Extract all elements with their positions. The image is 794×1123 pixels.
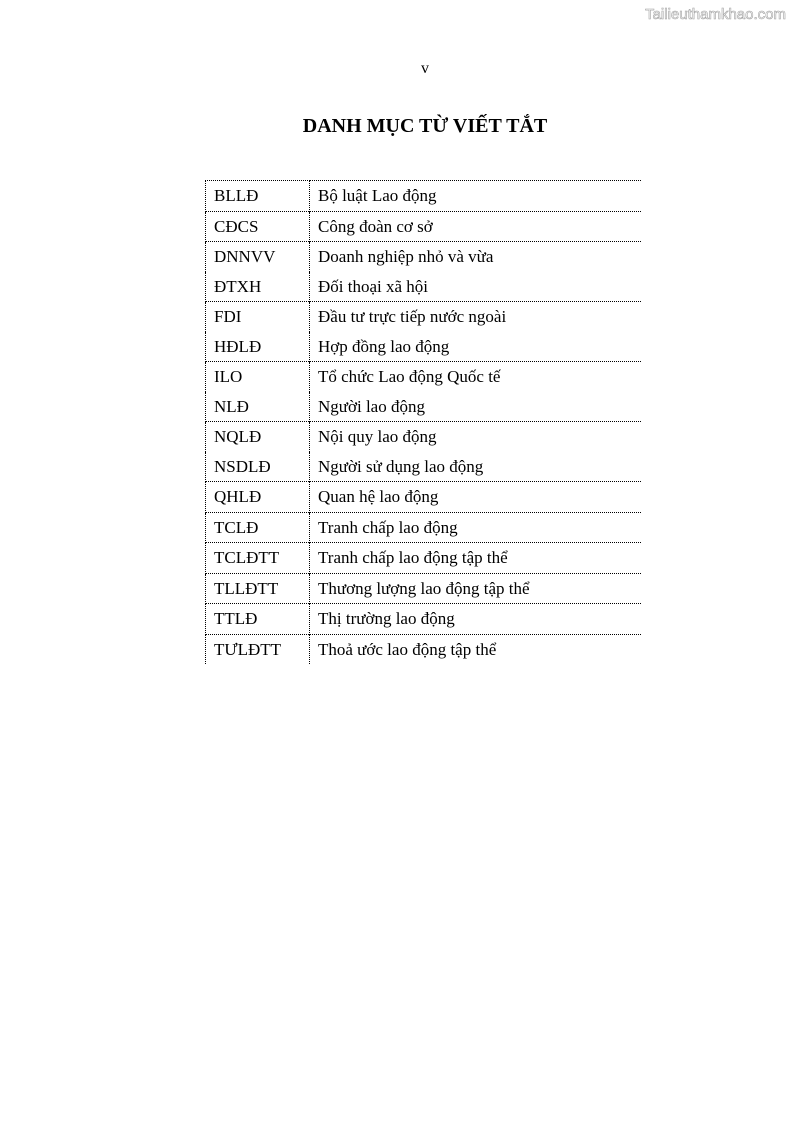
watermark-text: Tailieuthamkhao.com	[645, 6, 786, 23]
abbreviation-meaning: Đầu tư trực tiếp nước ngoài	[310, 302, 642, 332]
abbreviation-code: TTLĐ	[206, 604, 310, 635]
table-row	[206, 634, 642, 664]
page-title: DANH MỤC TỪ VIẾT TẮT	[302, 115, 548, 137]
abbreviation-code: DNNVV	[206, 242, 310, 272]
page-number: v	[421, 60, 429, 77]
table-row	[206, 332, 642, 362]
abbreviation-meaning: Đối thoại xã hội	[318, 276, 429, 296]
abbreviation-code: CĐCS	[206, 211, 310, 242]
abbreviation-meaning: Doanh nghiệp nhỏ và vừa	[310, 242, 642, 272]
abbreviation-code: NSDLĐ	[206, 452, 310, 482]
table-row	[206, 604, 642, 635]
abbreviation-meaning: Thương lượng lao động tập thể	[310, 573, 642, 604]
abbreviation-code: ILO	[206, 362, 310, 392]
abbreviation-meaning: Hợp đồng lao động	[318, 336, 450, 356]
table-row	[206, 482, 642, 513]
abbreviation-code: ĐTXH	[206, 272, 310, 302]
abbreviation-meaning: Tranh chấp lao động tập thể	[310, 543, 642, 574]
abbreviation-meaning: Thị trường lao động	[310, 604, 642, 635]
abbreviation-meaning: Thoả ước lao động tập thể	[310, 634, 642, 664]
table-row	[206, 302, 642, 332]
abbreviation-code: TCLĐ	[206, 512, 310, 543]
abbreviation-code: BLLĐ	[206, 181, 310, 212]
abbreviation-meaning: Tranh chấp lao động	[310, 512, 642, 543]
table-row	[206, 422, 642, 452]
abbreviation-code: TLLĐTT	[206, 573, 310, 604]
table-row	[206, 272, 642, 302]
abbreviation-meaning: Người sử dụng lao động	[318, 456, 484, 476]
abbreviation-meaning: Bộ luật Lao động	[310, 181, 642, 212]
table-row	[206, 452, 642, 482]
table-row	[206, 392, 642, 422]
abbreviation-code: NLĐ	[206, 392, 310, 422]
abbreviation-table	[205, 180, 641, 664]
table-row	[206, 573, 642, 604]
abbreviation-meaning: Nội quy lao động	[310, 422, 642, 452]
abbreviation-meaning: Tổ chức Lao động Quốc tế	[310, 362, 642, 392]
abbreviation-code: QHLĐ	[206, 482, 310, 513]
abbreviation-code: TƯLĐTT	[206, 634, 310, 664]
table-row	[206, 543, 642, 574]
abbreviation-code: NQLĐ	[206, 422, 310, 452]
table-row	[206, 181, 642, 212]
abbreviation-meaning: Người lao động	[318, 396, 425, 416]
abbreviation-meaning: Công đoàn cơ sở	[310, 211, 642, 242]
table-row	[206, 242, 642, 272]
abbreviation-code: FDI	[206, 302, 310, 332]
abbreviation-code: TCLĐTT	[206, 543, 310, 574]
table-row	[206, 211, 642, 242]
abbreviation-meaning: Quan hệ lao động	[310, 482, 642, 513]
table-row	[206, 512, 642, 543]
table-row	[206, 362, 642, 392]
abbreviation-code: HĐLĐ	[206, 332, 310, 362]
